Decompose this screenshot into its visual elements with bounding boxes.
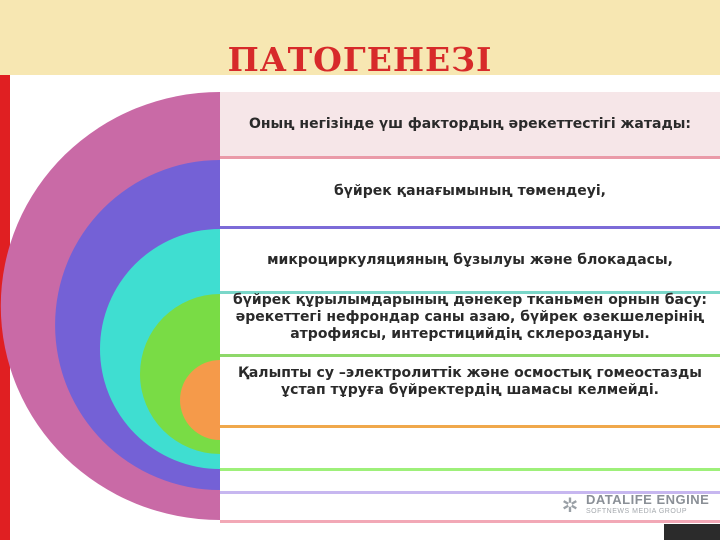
dark-corner-block <box>664 524 720 540</box>
factor-2-text: микроциркуляцияның бұзылуы және блокадасы, <box>267 252 673 268</box>
recycle-star-icon: ✲ <box>561 493 579 517</box>
slide-title: ПАТОГЕНЕЗІ <box>227 40 493 79</box>
factor-1-text: бүйрек қанағымының төмендеуі, <box>334 183 606 199</box>
intro-line: Оның негізінде үш фактордың әрекеттестігі жатады: <box>248 116 692 132</box>
watermark-subtitle: SOFTNEWS MEDIA GROUP <box>586 508 688 515</box>
datalife-engine-watermark <box>560 492 720 522</box>
factor-3-text: бүйрек құрылымдарының дәнекер тканьмен орнын басу: әрекеттегі нефрондар саны азаю, бүйрек өзекшелерінің атрофиясы, интерстицийдің склероздануы. <box>233 292 707 342</box>
watermark-name: DATALIFE ENGINE <box>586 492 710 507</box>
band-row <box>220 471 720 494</box>
band-row <box>220 428 720 471</box>
conclusion-text: Қалыпты су –электролиттік және осмостық гомеостазды ұстап тұруға бүйректердің шамасы келмейді. <box>238 365 702 398</box>
